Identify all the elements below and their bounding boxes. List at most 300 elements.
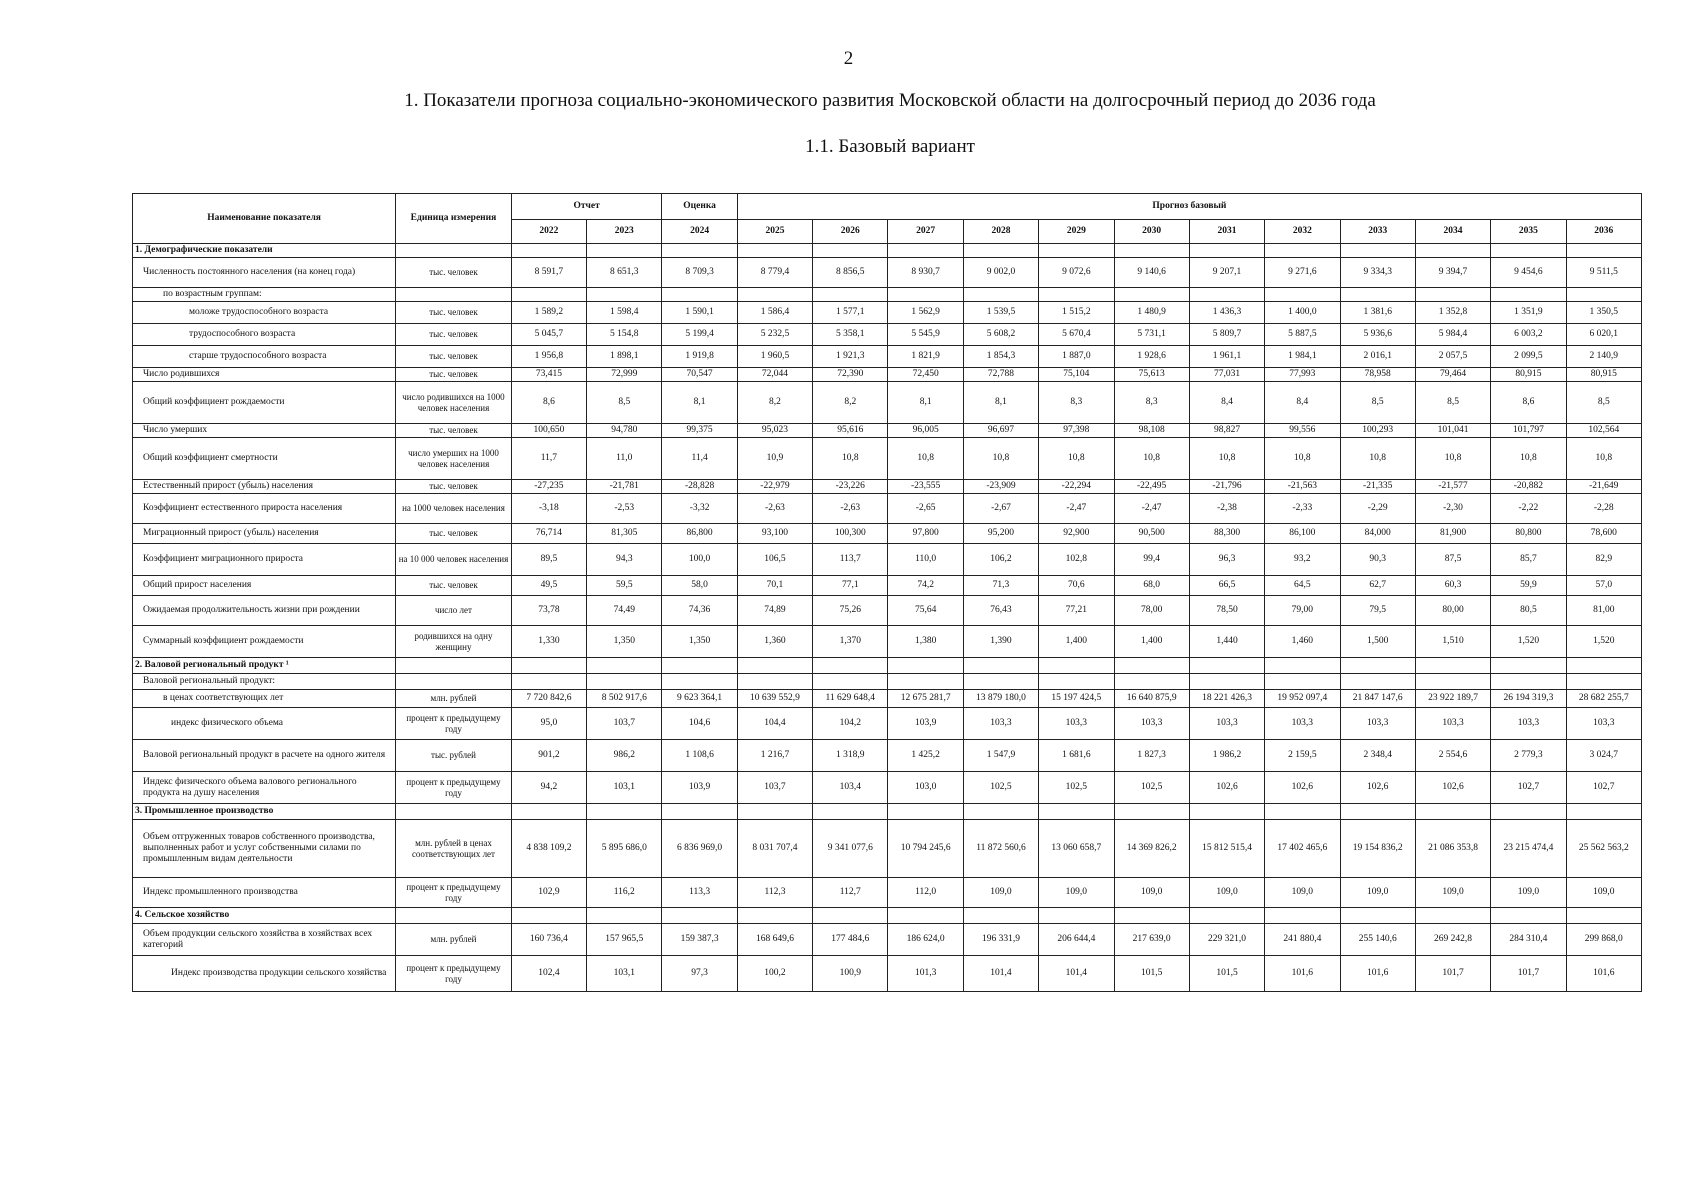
value-cell: 102,564 — [1566, 424, 1641, 438]
value-cell: 49,5 — [511, 576, 586, 596]
value-cell: 9 454,6 — [1491, 258, 1566, 288]
value-cell: 75,64 — [888, 596, 963, 626]
value-cell — [511, 804, 586, 820]
value-cell: 8,5 — [587, 382, 662, 424]
value-cell: 2 348,4 — [1340, 740, 1415, 772]
value-cell: 93,2 — [1265, 544, 1340, 576]
value-cell: 96,697 — [963, 424, 1038, 438]
value-cell: 2 779,3 — [1491, 740, 1566, 772]
value-cell: 2 016,1 — [1340, 346, 1415, 368]
value-cell — [1189, 674, 1264, 690]
value-cell — [963, 674, 1038, 690]
value-cell: -21,781 — [587, 480, 662, 494]
value-cell: 75,104 — [1039, 368, 1114, 382]
value-cell: 8,3 — [1114, 382, 1189, 424]
value-cell — [813, 244, 888, 258]
value-cell: -22,294 — [1039, 480, 1114, 494]
value-cell: 109,0 — [1265, 878, 1340, 908]
value-cell: -20,882 — [1491, 480, 1566, 494]
value-cell: -27,235 — [511, 480, 586, 494]
value-cell: 103,3 — [1265, 708, 1340, 740]
row-unit: млн. рублей в ценах соответствующих лет — [396, 820, 512, 878]
value-cell — [587, 674, 662, 690]
value-cell: 5 232,5 — [737, 324, 812, 346]
value-cell: 77,21 — [1039, 596, 1114, 626]
value-cell: 99,4 — [1114, 544, 1189, 576]
value-cell: 177 484,6 — [813, 924, 888, 956]
value-cell: 5 731,1 — [1114, 324, 1189, 346]
value-cell: 1 350,5 — [1566, 302, 1641, 324]
value-cell: 71,3 — [963, 576, 1038, 596]
value-cell — [1189, 244, 1264, 258]
value-cell — [1491, 658, 1566, 674]
row-name: 2. Валовой региональный продукт ¹ — [133, 658, 396, 674]
row-unit: процент к предыдущему году — [396, 956, 512, 992]
value-cell — [1491, 244, 1566, 258]
value-cell — [1039, 674, 1114, 690]
value-cell: 80,915 — [1491, 368, 1566, 382]
value-cell: 101,7 — [1415, 956, 1490, 992]
value-cell: 1 400,0 — [1265, 302, 1340, 324]
value-cell: -22,979 — [737, 480, 812, 494]
row-name: индекс физического объема — [133, 708, 396, 740]
value-cell: 100,650 — [511, 424, 586, 438]
value-cell: 72,788 — [963, 368, 1038, 382]
value-cell: 986,2 — [587, 740, 662, 772]
value-cell: 1 108,6 — [662, 740, 737, 772]
value-cell — [1566, 658, 1641, 674]
value-cell — [1265, 908, 1340, 924]
value-cell: 1 436,3 — [1189, 302, 1264, 324]
value-cell: 1 928,6 — [1114, 346, 1189, 368]
value-cell: 8 930,7 — [888, 258, 963, 288]
value-cell: 6 020,1 — [1566, 324, 1641, 346]
value-cell: 1 898,1 — [587, 346, 662, 368]
value-cell: 78,958 — [1340, 368, 1415, 382]
value-cell: 103,1 — [587, 956, 662, 992]
value-cell: 102,6 — [1340, 772, 1415, 804]
value-cell — [1415, 244, 1490, 258]
value-cell: 75,26 — [813, 596, 888, 626]
row-name: Общий коэффициент смертности — [133, 438, 396, 480]
value-cell: 19 154 836,2 — [1340, 820, 1415, 878]
value-cell: 15 812 515,4 — [1189, 820, 1264, 878]
table-row — [133, 368, 1642, 382]
value-cell: 59,5 — [587, 576, 662, 596]
value-cell — [1340, 674, 1415, 690]
value-cell: 1 547,9 — [963, 740, 1038, 772]
table-row — [133, 956, 1642, 992]
value-cell: 23 922 189,7 — [1415, 690, 1490, 708]
value-cell: 103,3 — [963, 708, 1038, 740]
value-cell: 1,520 — [1566, 626, 1641, 658]
value-cell: 168 649,6 — [737, 924, 812, 956]
value-cell — [1566, 674, 1641, 690]
value-cell: 5 670,4 — [1039, 324, 1114, 346]
value-cell: 284 310,4 — [1491, 924, 1566, 956]
value-cell: 100,2 — [737, 956, 812, 992]
value-cell: 94,3 — [587, 544, 662, 576]
value-cell: -22,495 — [1114, 480, 1189, 494]
value-cell: 9 072,6 — [1039, 258, 1114, 288]
value-cell: 95,200 — [963, 524, 1038, 544]
value-cell: -21,796 — [1189, 480, 1264, 494]
value-cell: 1,500 — [1340, 626, 1415, 658]
value-cell: 10,8 — [1340, 438, 1415, 480]
value-cell: 9 511,5 — [1566, 258, 1641, 288]
value-cell — [662, 674, 737, 690]
value-cell: 112,7 — [813, 878, 888, 908]
value-cell: 103,3 — [1189, 708, 1264, 740]
value-cell: 112,0 — [888, 878, 963, 908]
value-cell: 1,440 — [1189, 626, 1264, 658]
value-cell: 5 545,9 — [888, 324, 963, 346]
value-cell: 106,5 — [737, 544, 812, 576]
header-year: 2026 — [813, 220, 888, 244]
value-cell — [737, 288, 812, 302]
row-name: моложе трудоспособного возраста — [133, 302, 396, 324]
row-name: Естественный прирост (убыль) населения — [133, 480, 396, 494]
value-cell: 10,8 — [1189, 438, 1264, 480]
value-cell: 1 960,5 — [737, 346, 812, 368]
value-cell: 160 736,4 — [511, 924, 586, 956]
value-cell: 6 003,2 — [1491, 324, 1566, 346]
header-group-estimate: Оценка — [662, 194, 737, 220]
value-cell: 13 060 658,7 — [1039, 820, 1114, 878]
table-row — [133, 690, 1642, 708]
row-name: 1. Демографические показатели — [133, 244, 396, 258]
value-cell: 103,0 — [888, 772, 963, 804]
header-year: 2027 — [888, 220, 963, 244]
value-cell: 1 425,2 — [888, 740, 963, 772]
value-cell: 103,3 — [1415, 708, 1490, 740]
value-cell: 229 321,0 — [1189, 924, 1264, 956]
value-cell — [963, 804, 1038, 820]
value-cell: 72,450 — [888, 368, 963, 382]
value-cell — [1340, 658, 1415, 674]
value-cell — [1114, 658, 1189, 674]
value-cell: 102,9 — [511, 878, 586, 908]
value-cell: 95,0 — [511, 708, 586, 740]
value-cell — [888, 244, 963, 258]
value-cell: 1,400 — [1114, 626, 1189, 658]
value-cell: 8,1 — [662, 382, 737, 424]
section-row — [133, 804, 1642, 820]
value-cell — [1566, 908, 1641, 924]
value-cell: 78,50 — [1189, 596, 1264, 626]
value-cell: 74,89 — [737, 596, 812, 626]
value-cell — [662, 658, 737, 674]
value-cell: 109,0 — [1566, 878, 1641, 908]
value-cell: 8 856,5 — [813, 258, 888, 288]
value-cell: 80,915 — [1566, 368, 1641, 382]
value-cell: 86,100 — [1265, 524, 1340, 544]
value-cell: 1 577,1 — [813, 302, 888, 324]
section-row — [133, 658, 1642, 674]
value-cell — [813, 674, 888, 690]
value-cell: 1,400 — [1039, 626, 1114, 658]
value-cell: 1 887,0 — [1039, 346, 1114, 368]
table-row — [133, 346, 1642, 368]
header-year: 2028 — [963, 220, 1038, 244]
value-cell: 72,044 — [737, 368, 812, 382]
value-cell: 1,510 — [1415, 626, 1490, 658]
value-cell: 57,0 — [1566, 576, 1641, 596]
table-row — [133, 674, 1642, 690]
value-cell: 8,1 — [888, 382, 963, 424]
value-cell: 110,0 — [888, 544, 963, 576]
row-unit: на 1000 человек населения — [396, 494, 512, 524]
value-cell: 102,5 — [1039, 772, 1114, 804]
value-cell: 90,500 — [1114, 524, 1189, 544]
header-group-report: Отчет — [511, 194, 662, 220]
row-name: Ожидаемая продолжительность жизни при рождении — [133, 596, 396, 626]
value-cell: 1 956,8 — [511, 346, 586, 368]
value-cell — [1189, 658, 1264, 674]
table-row — [133, 524, 1642, 544]
value-cell — [1491, 288, 1566, 302]
value-cell: 109,0 — [1114, 878, 1189, 908]
table-row — [133, 626, 1642, 658]
value-cell — [587, 908, 662, 924]
row-unit: млн. рублей — [396, 924, 512, 956]
value-cell: 186 624,0 — [888, 924, 963, 956]
value-cell: 1 961,1 — [1189, 346, 1264, 368]
value-cell: 1 351,9 — [1491, 302, 1566, 324]
value-cell: 58,0 — [662, 576, 737, 596]
value-cell — [1114, 804, 1189, 820]
header-year: 2023 — [587, 220, 662, 244]
header-year: 2024 — [662, 220, 737, 244]
value-cell — [1340, 908, 1415, 924]
value-cell: 70,547 — [662, 368, 737, 382]
value-cell — [511, 288, 586, 302]
value-cell: 1 352,8 — [1415, 302, 1490, 324]
value-cell: 5 199,4 — [662, 324, 737, 346]
row-unit — [396, 674, 512, 690]
value-cell: 103,4 — [813, 772, 888, 804]
value-cell: 1 216,7 — [737, 740, 812, 772]
value-cell: 102,6 — [1189, 772, 1264, 804]
row-unit: тыс. человек — [396, 302, 512, 324]
value-cell: 98,108 — [1114, 424, 1189, 438]
table-row — [133, 878, 1642, 908]
value-cell: 79,00 — [1265, 596, 1340, 626]
value-cell: 1 681,6 — [1039, 740, 1114, 772]
value-cell — [1189, 804, 1264, 820]
header-year: 2032 — [1265, 220, 1340, 244]
value-cell: 81,00 — [1566, 596, 1641, 626]
value-cell — [1039, 244, 1114, 258]
value-cell: 8 502 917,6 — [587, 690, 662, 708]
value-cell: -23,909 — [963, 480, 1038, 494]
value-cell — [1566, 244, 1641, 258]
value-cell — [662, 244, 737, 258]
value-cell: 1,380 — [888, 626, 963, 658]
table-row — [133, 302, 1642, 324]
value-cell: 1,460 — [1265, 626, 1340, 658]
value-cell — [737, 804, 812, 820]
value-cell: 10,8 — [1039, 438, 1114, 480]
value-cell: 1,520 — [1491, 626, 1566, 658]
row-unit: процент к предыдущему году — [396, 708, 512, 740]
value-cell: 79,464 — [1415, 368, 1490, 382]
value-cell — [587, 244, 662, 258]
value-cell: 1 586,4 — [737, 302, 812, 324]
value-cell: 8 709,3 — [662, 258, 737, 288]
section-row — [133, 908, 1642, 924]
value-cell — [1566, 804, 1641, 820]
value-cell: 11 872 560,6 — [963, 820, 1038, 878]
row-name: Миграционный прирост (убыль) населения — [133, 524, 396, 544]
header-year: 2025 — [737, 220, 812, 244]
value-cell — [737, 658, 812, 674]
row-name: Объем отгруженных товаров собственного производства, выполненных работ и услуг собственными силами по промышленным видам деятельности — [133, 820, 396, 878]
value-cell: 74,49 — [587, 596, 662, 626]
value-cell: 64,5 — [1265, 576, 1340, 596]
value-cell: 103,3 — [1566, 708, 1641, 740]
value-cell: 104,6 — [662, 708, 737, 740]
row-name: Коэффициент естественного прироста населения — [133, 494, 396, 524]
value-cell: 101,797 — [1491, 424, 1566, 438]
value-cell: 106,2 — [963, 544, 1038, 576]
value-cell: 97,3 — [662, 956, 737, 992]
value-cell: 8,4 — [1189, 382, 1264, 424]
value-cell: 1,390 — [963, 626, 1038, 658]
row-unit: тыс. человек — [396, 524, 512, 544]
value-cell: 73,78 — [511, 596, 586, 626]
value-cell: 8,5 — [1340, 382, 1415, 424]
value-cell: -3,18 — [511, 494, 586, 524]
value-cell: 99,556 — [1265, 424, 1340, 438]
value-cell: 94,780 — [587, 424, 662, 438]
value-cell: 103,3 — [1491, 708, 1566, 740]
table-row — [133, 382, 1642, 424]
value-cell: 102,5 — [1114, 772, 1189, 804]
row-unit — [396, 244, 512, 258]
value-cell: 80,00 — [1415, 596, 1490, 626]
value-cell: 9 394,7 — [1415, 258, 1490, 288]
value-cell: 72,390 — [813, 368, 888, 382]
table-row — [133, 596, 1642, 626]
value-cell: 1 986,2 — [1189, 740, 1264, 772]
value-cell: 90,3 — [1340, 544, 1415, 576]
value-cell: 102,5 — [963, 772, 1038, 804]
page-number: 2 — [843, 48, 854, 69]
value-cell: 10,8 — [963, 438, 1038, 480]
value-cell: 97,398 — [1039, 424, 1114, 438]
value-cell: -2,22 — [1491, 494, 1566, 524]
value-cell: 5 984,4 — [1415, 324, 1490, 346]
value-cell: 1 562,9 — [888, 302, 963, 324]
value-cell — [1039, 288, 1114, 302]
value-cell: 8,2 — [813, 382, 888, 424]
value-cell — [1114, 244, 1189, 258]
value-cell: 109,0 — [1340, 878, 1415, 908]
value-cell: 81,305 — [587, 524, 662, 544]
value-cell: 104,2 — [813, 708, 888, 740]
value-cell: 10 794 245,6 — [888, 820, 963, 878]
value-cell: 98,827 — [1189, 424, 1264, 438]
value-cell: 1 381,6 — [1340, 302, 1415, 324]
value-cell: 103,1 — [587, 772, 662, 804]
value-cell: 5 045,7 — [511, 324, 586, 346]
value-cell: 10,9 — [737, 438, 812, 480]
value-cell: 1 318,9 — [813, 740, 888, 772]
value-cell: 101,6 — [1265, 956, 1340, 992]
row-name: Число родившихся — [133, 368, 396, 382]
value-cell: 103,9 — [662, 772, 737, 804]
value-cell: 82,9 — [1566, 544, 1641, 576]
value-cell: 96,005 — [888, 424, 963, 438]
value-cell — [1415, 658, 1490, 674]
value-cell: 16 640 875,9 — [1114, 690, 1189, 708]
value-cell — [1265, 244, 1340, 258]
value-cell: 7 720 842,6 — [511, 690, 586, 708]
value-cell: 9 341 077,6 — [813, 820, 888, 878]
value-cell: -2,65 — [888, 494, 963, 524]
value-cell: 109,0 — [1491, 878, 1566, 908]
row-unit: на 10 000 человек населения — [396, 544, 512, 576]
table-row — [133, 772, 1642, 804]
value-cell: 59,9 — [1491, 576, 1566, 596]
value-cell — [511, 674, 586, 690]
value-cell: 92,900 — [1039, 524, 1114, 544]
value-cell: 102,6 — [1265, 772, 1340, 804]
value-cell — [1189, 288, 1264, 302]
value-cell: 101,6 — [1566, 956, 1641, 992]
value-cell: 62,7 — [1340, 576, 1415, 596]
value-cell: 70,1 — [737, 576, 812, 596]
row-unit: число лет — [396, 596, 512, 626]
value-cell: -21,577 — [1415, 480, 1490, 494]
value-cell: 86,800 — [662, 524, 737, 544]
value-cell: 5 809,7 — [1189, 324, 1264, 346]
value-cell: 85,7 — [1491, 544, 1566, 576]
table-row — [133, 324, 1642, 346]
value-cell: 255 140,6 — [1340, 924, 1415, 956]
value-cell — [888, 804, 963, 820]
value-cell: 10,8 — [1566, 438, 1641, 480]
row-name: Число умерших — [133, 424, 396, 438]
row-name: Валовой региональный продукт: — [133, 674, 396, 690]
row-name: в ценах соответствующих лет — [133, 690, 396, 708]
value-cell: 101,5 — [1114, 956, 1189, 992]
value-cell: 10,8 — [1265, 438, 1340, 480]
value-cell — [1340, 288, 1415, 302]
value-cell: -21,563 — [1265, 480, 1340, 494]
value-cell: 76,714 — [511, 524, 586, 544]
value-cell: 241 880,4 — [1265, 924, 1340, 956]
forecast-table — [132, 193, 1642, 992]
value-cell: 109,0 — [1039, 878, 1114, 908]
row-name: 3. Промышленное производство — [133, 804, 396, 820]
value-cell: 68,0 — [1114, 576, 1189, 596]
value-cell — [1566, 288, 1641, 302]
value-cell: 109,0 — [963, 878, 1038, 908]
value-cell: 2 140,9 — [1566, 346, 1641, 368]
value-cell — [737, 908, 812, 924]
value-cell: 100,300 — [813, 524, 888, 544]
row-unit — [396, 658, 512, 674]
value-cell: 269 242,8 — [1415, 924, 1490, 956]
value-cell: 77,993 — [1265, 368, 1340, 382]
value-cell — [888, 658, 963, 674]
value-cell — [587, 804, 662, 820]
value-cell: 94,2 — [511, 772, 586, 804]
value-cell: -28,828 — [662, 480, 737, 494]
value-cell: 73,415 — [511, 368, 586, 382]
